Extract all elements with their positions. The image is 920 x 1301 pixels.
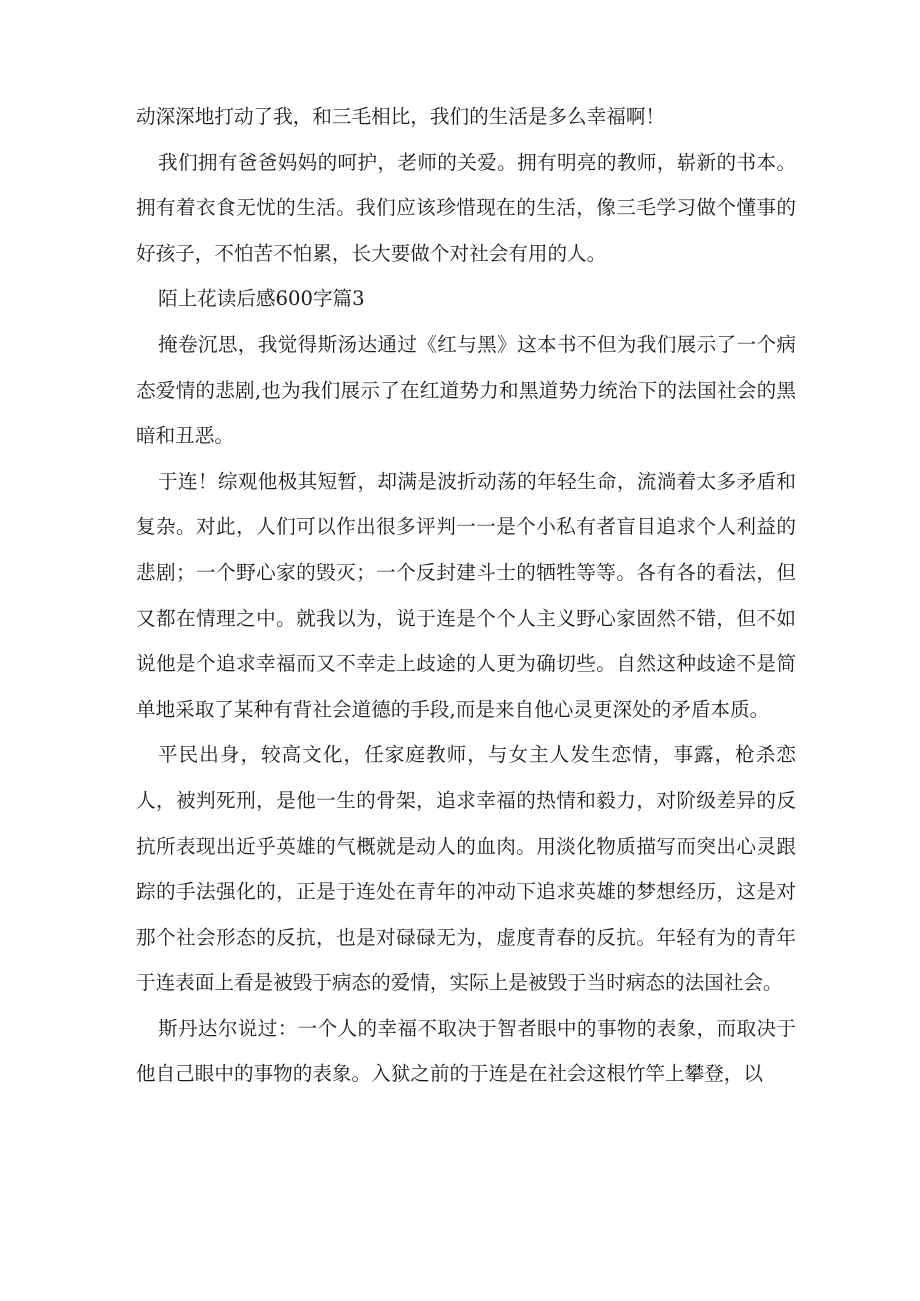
paragraph: 斯丹达尔说过：一个人的幸福不取决于智者眼中的事物的表象，而取决于他自己眼中的事物的表象。入狱之前的于连是在社会这根竹竿上攀登，以 bbox=[136, 1016, 796, 1086]
paragraph: 掩卷沉思，我觉得斯汤达通过《红与黑》这本书不但为我们展示了一个病态爱情的悲剧,也为我们展示了在红道势力和黑道势力统治下的法国社会的黑暗和丑恶。 bbox=[136, 332, 796, 448]
paragraph: 我们拥有爸爸妈妈的呵护，老师的关爱。拥有明亮的教师，崭新的书本。拥有着衣食无忧的生活。我们应该珍惜现在的生活，像三毛学习做个懂事的好孩子，不怕苦不怕累，长大要做个对社会有用的人。 bbox=[136, 150, 796, 265]
paragraph-continuation: 动深深地打动了我，和三毛相比，我们的生活是多么幸福啊！ bbox=[136, 105, 666, 128]
paragraph: 平民出身，较高文化，任家庭教师，与女主人发生恋情，事露，枪杀恋人，被判死刑，是他一生的骨架，追求幸福的热情和毅力，对阶级差异的反抗所表现出近乎英雄的气概就是动人的血肉。用淡化物质描写而突出心灵跟踪的手法强化的，正是于连处在青年的冲动下追求英雄的梦想经历，这是对那个社会形态的反抗，也是对碌碌无为，虚度青春的反抗。年轻有为的青年于连表面上看是被毁于病态的爱情，实际上是被毁于当时病态的法国社会。 bbox=[136, 743, 796, 995]
article-body bbox=[136, 94, 796, 1097]
section-heading: 陌上花读后感600字篇3 bbox=[158, 287, 365, 311]
paragraph: 于连！综观他极其短暂，却满是波折动荡的年轻生命，流淌着太多矛盾和复杂。对此，人们可以作出很多评判一一是个小私有者盲目追求个人利益的悲剧；一个野心家的毁灭；一个反封建斗士的牺牲等等。各有各的看法，但又都在情理之中。就我以为，说于连是个个人主义野心家固然不错，但不如说他是个追求幸福而又不幸走上歧途的人更为确切些。自然这种歧途不是简单地采取了某种有背社会道德的手段,而是来自他心灵更深处的矛盾本质。 bbox=[136, 469, 796, 721]
